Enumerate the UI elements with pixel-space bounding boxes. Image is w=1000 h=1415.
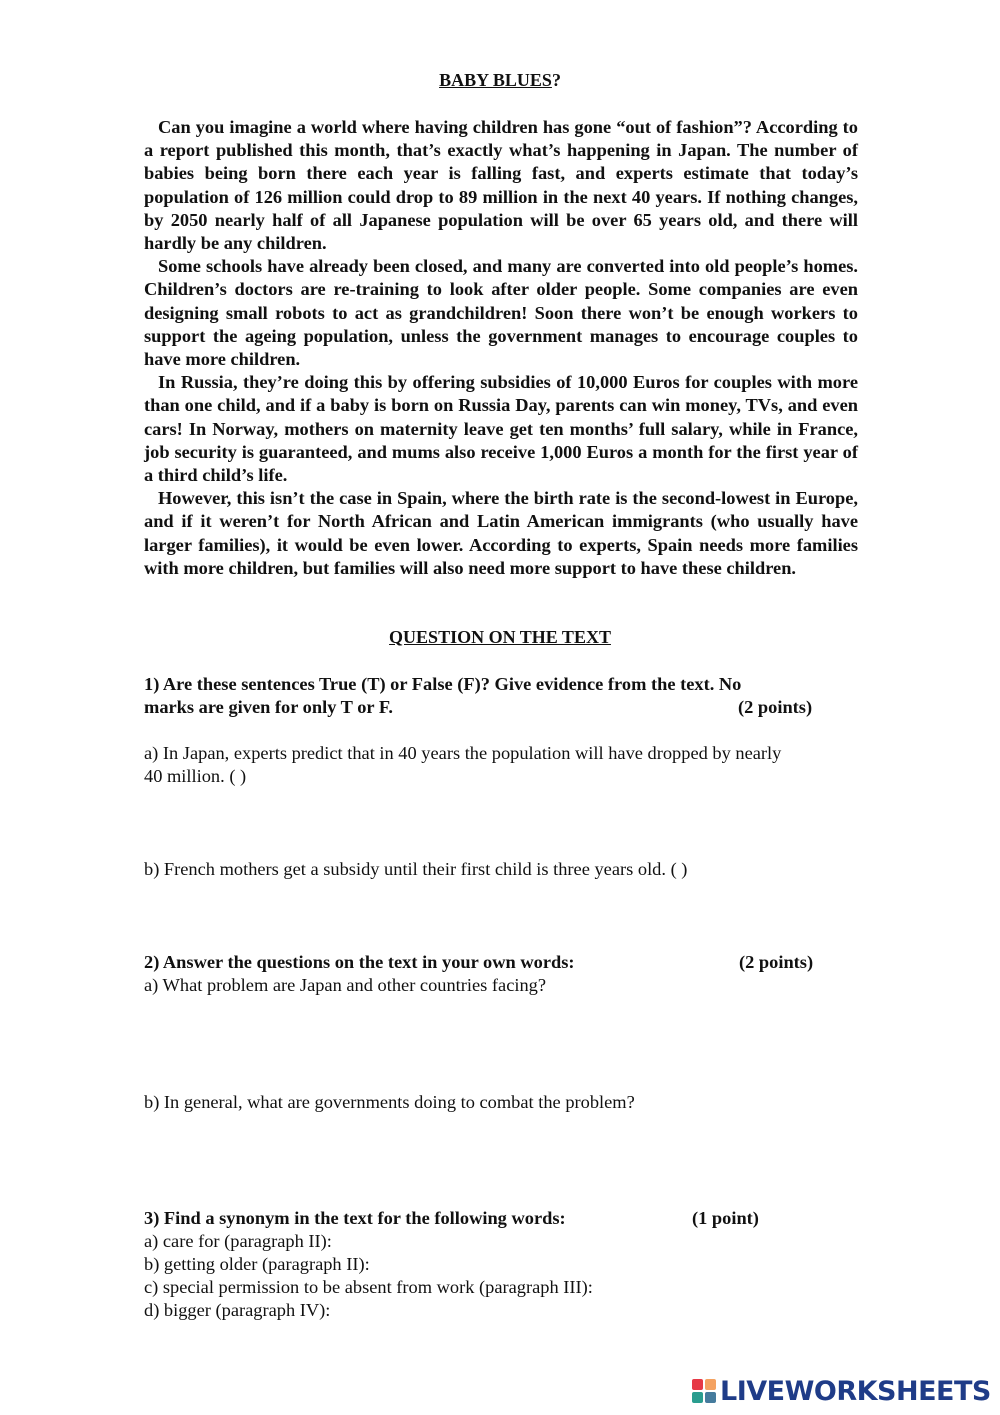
article-text [144,116,858,580]
logo-square-2 [705,1379,716,1390]
q2-b: b) In general, what are governments doing to combat the problem? [144,1092,635,1112]
article-paragraph-1: Can you imagine a world where having children has gone “out of fashion”? According to a report published this month, that’s exactly what’s happening in Japan. The number of babies being born there each year is falling fast, and experts estimate that today’s population of 126 million could drop to 89 million in the next 40 years. If nothing changes, by 2050 nearly half of all Japanese population will be over 65 years old, and there will hardly be any children. [144,117,858,254]
logo-square-4 [705,1392,716,1403]
q2-a: a) What problem are Japan and other countries facing? [144,975,547,995]
questions-heading: QUESTION ON THE TEXT [389,627,611,647]
q1-b: b) French mothers get a subsidy until their first child is three years old. ( ) [144,859,688,879]
article-paragraph-2: Some schools have already been closed, and many are converted into old people’s homes. Children’s doctors are re-training to look after older people. Some companies are even designing small robots to act as grandchildren! Soon there won’t be enough workers to support the ageing population, unless the government manages to encourage couples to have more children. [144,256,858,370]
q3-points: (1 point) [692,1208,759,1228]
logo-square-1 [692,1379,703,1390]
q3-item-d: d) bigger (paragraph IV): [144,1300,331,1320]
q1-heading-line1: 1) Are these sentences True (T) or False (F)? Give evidence from the text. No [144,674,742,694]
liveworksheets-logo [692,1376,991,1406]
logo-square-3 [692,1392,703,1403]
q3-item-a: a) care for (paragraph II): [144,1231,332,1251]
q2-points: (2 points) [739,952,814,972]
q1-a-line2: 40 million. ( ) [144,766,247,786]
page-title [0,70,1000,91]
q1-a-line1: a) In Japan, experts predict that in 40 years the population will have dropped by nearly [144,743,782,763]
title-suffix: ? [551,70,561,90]
q1-points: (2 points) [738,697,813,717]
q2-heading: 2) Answer the questions on the text in your own words: [144,952,575,972]
q3-item-c: c) special permission to be absent from work (paragraph III): [144,1277,593,1297]
logo-text: LIVEWORKSHEETS [720,1375,991,1407]
article-paragraph-4: However, this isn’t the case in Spain, where the birth rate is the second-lowest in Europe, and if it weren’t for North African and Latin American immigrants (who usually have larger families), it would be even lower. According to experts, Spain needs more families with more children, but families will also need more support to have these children. [144,488,858,578]
title-main: BABY BLUES [439,70,552,90]
article-paragraph-3: In Russia, they’re doing this by offering subsidies of 10,000 Euros for couples with more than one child, and if a baby is born on Russia Day, parents can win money, TVs, and even cars! In Norway, mothers on maternity leave get ten months’ full salary, while in France, job security is guaranteed, and mums also receive 1,000 Euros a month for the first year of a third child’s life. [144,372,858,486]
q3-heading: 3) Find a synonym in the text for the following words: [144,1208,566,1228]
q3-item-b: b) getting older (paragraph II): [144,1254,370,1274]
logo-mark-icon [692,1379,716,1403]
q1-heading-line2: marks are given for only T or F. [144,697,393,717]
